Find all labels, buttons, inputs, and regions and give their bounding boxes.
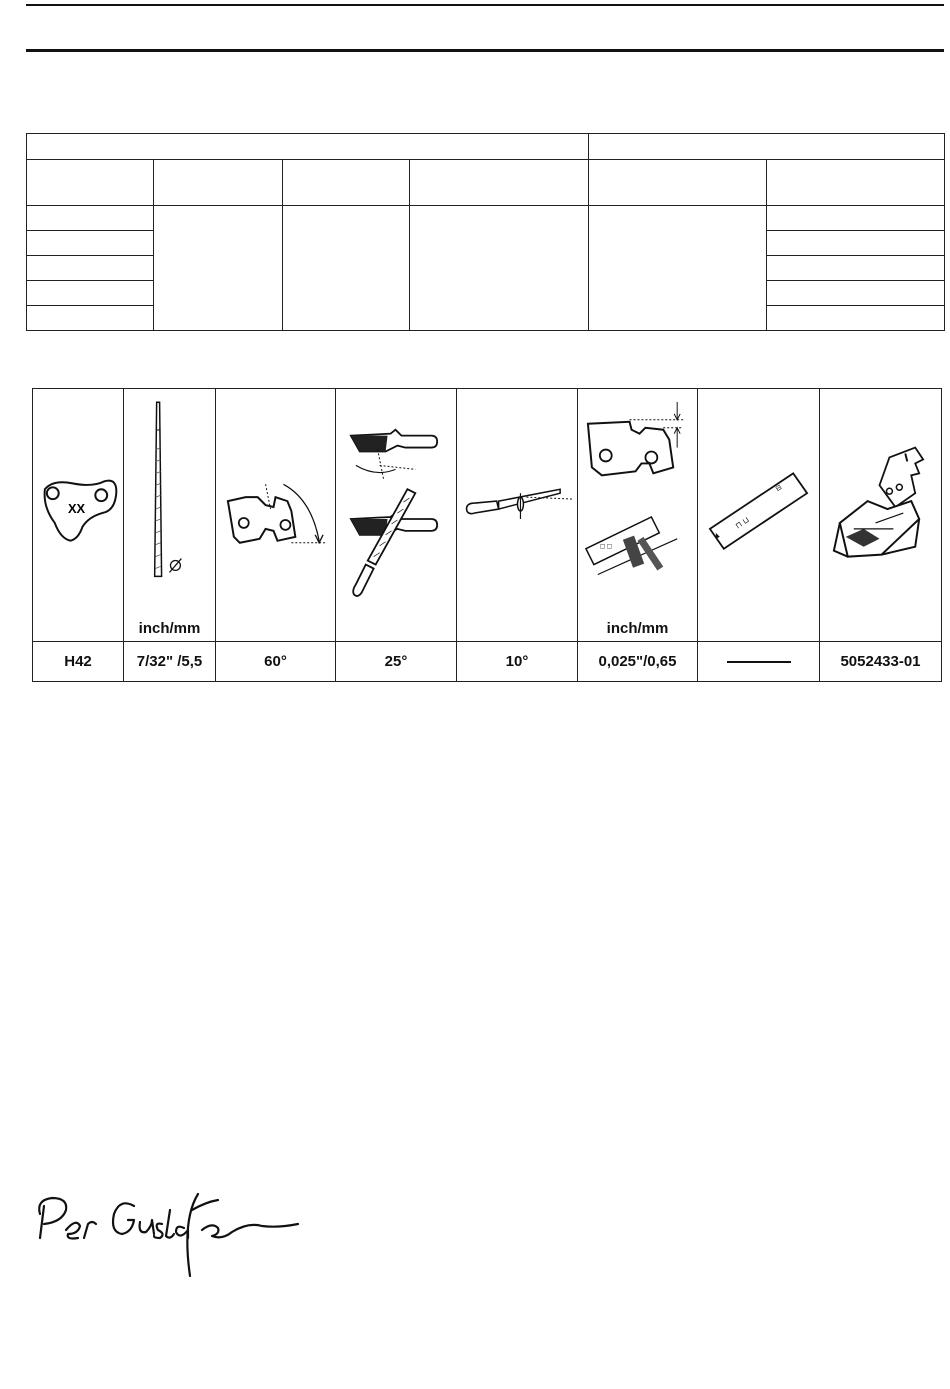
file-holder-value: 5052433-01 (820, 642, 942, 682)
svg-text:☐ ☐: ☐ ☐ (599, 544, 613, 551)
file-cell (124, 389, 216, 642)
top-plate-angle-icon (216, 389, 335, 641)
spec-row-cell (27, 206, 154, 231)
spec-col-6 (767, 160, 945, 206)
spec-col-5 (589, 160, 767, 206)
depth-gauge-icon (578, 389, 697, 641)
gauge-plate-icon (698, 389, 819, 641)
file-diameter-value: 7/32" /5,5 (124, 642, 216, 682)
spec-merged-cell (154, 206, 283, 331)
file-unit-label: inch/mm (138, 620, 201, 637)
depth-gauge-cell (578, 389, 698, 642)
spec-row-cell (767, 281, 945, 306)
sharpening-table (32, 388, 942, 682)
diameter-icon (170, 559, 182, 573)
spec-merged-cell (410, 206, 589, 331)
file-tilt-cell (457, 389, 578, 642)
file-tilt-icon (457, 389, 577, 641)
link-mark: XX (67, 501, 86, 517)
side-angle-cell (336, 389, 457, 642)
file-angle-value: 10° (457, 642, 578, 682)
spec-col-3 (283, 160, 410, 206)
spec-row-cell (767, 206, 945, 231)
spec-table (26, 133, 945, 331)
gauge-plate-cell (698, 389, 820, 642)
file-holder-icon (820, 389, 941, 641)
depth-gauge-value: 0,025"/0,65 (578, 642, 698, 682)
spec-col-2 (154, 160, 283, 206)
spec-row-cell (27, 281, 154, 306)
spec-merged-cell (589, 206, 767, 331)
spec-col-4 (410, 160, 589, 206)
spec-row-cell (767, 306, 945, 331)
spec-row-cell (27, 256, 154, 281)
depth-unit-label: inch/mm (606, 620, 669, 637)
gauge-tool-value (698, 642, 820, 682)
spec-header-left (27, 134, 589, 160)
spec-row-cell (767, 256, 945, 281)
svg-text:⊓ ⊔: ⊓ ⊔ (733, 514, 751, 531)
chain-link-cell (33, 389, 124, 642)
round-file-icon (124, 389, 215, 641)
svg-text:⊟: ⊟ (774, 483, 784, 493)
side-angle-icon (336, 389, 456, 641)
spec-header-right (589, 134, 945, 160)
spec-merged-cell (283, 206, 410, 331)
signature-image (22, 1180, 312, 1290)
side-angle-value: 25° (336, 642, 457, 682)
spec-row-cell (767, 231, 945, 256)
spec-col-1 (27, 160, 154, 206)
spec-row-cell (27, 231, 154, 256)
header-rule-bottom (26, 49, 944, 52)
top-plate-angle-cell (216, 389, 336, 642)
chain-value: H42 (33, 642, 124, 682)
gauge-none-line (727, 661, 791, 663)
xx-link-icon (33, 389, 123, 641)
file-holder-cell (820, 389, 942, 642)
spec-row-cell (27, 306, 154, 331)
header-rule-top (26, 4, 944, 6)
top-plate-angle-value: 60° (216, 642, 336, 682)
